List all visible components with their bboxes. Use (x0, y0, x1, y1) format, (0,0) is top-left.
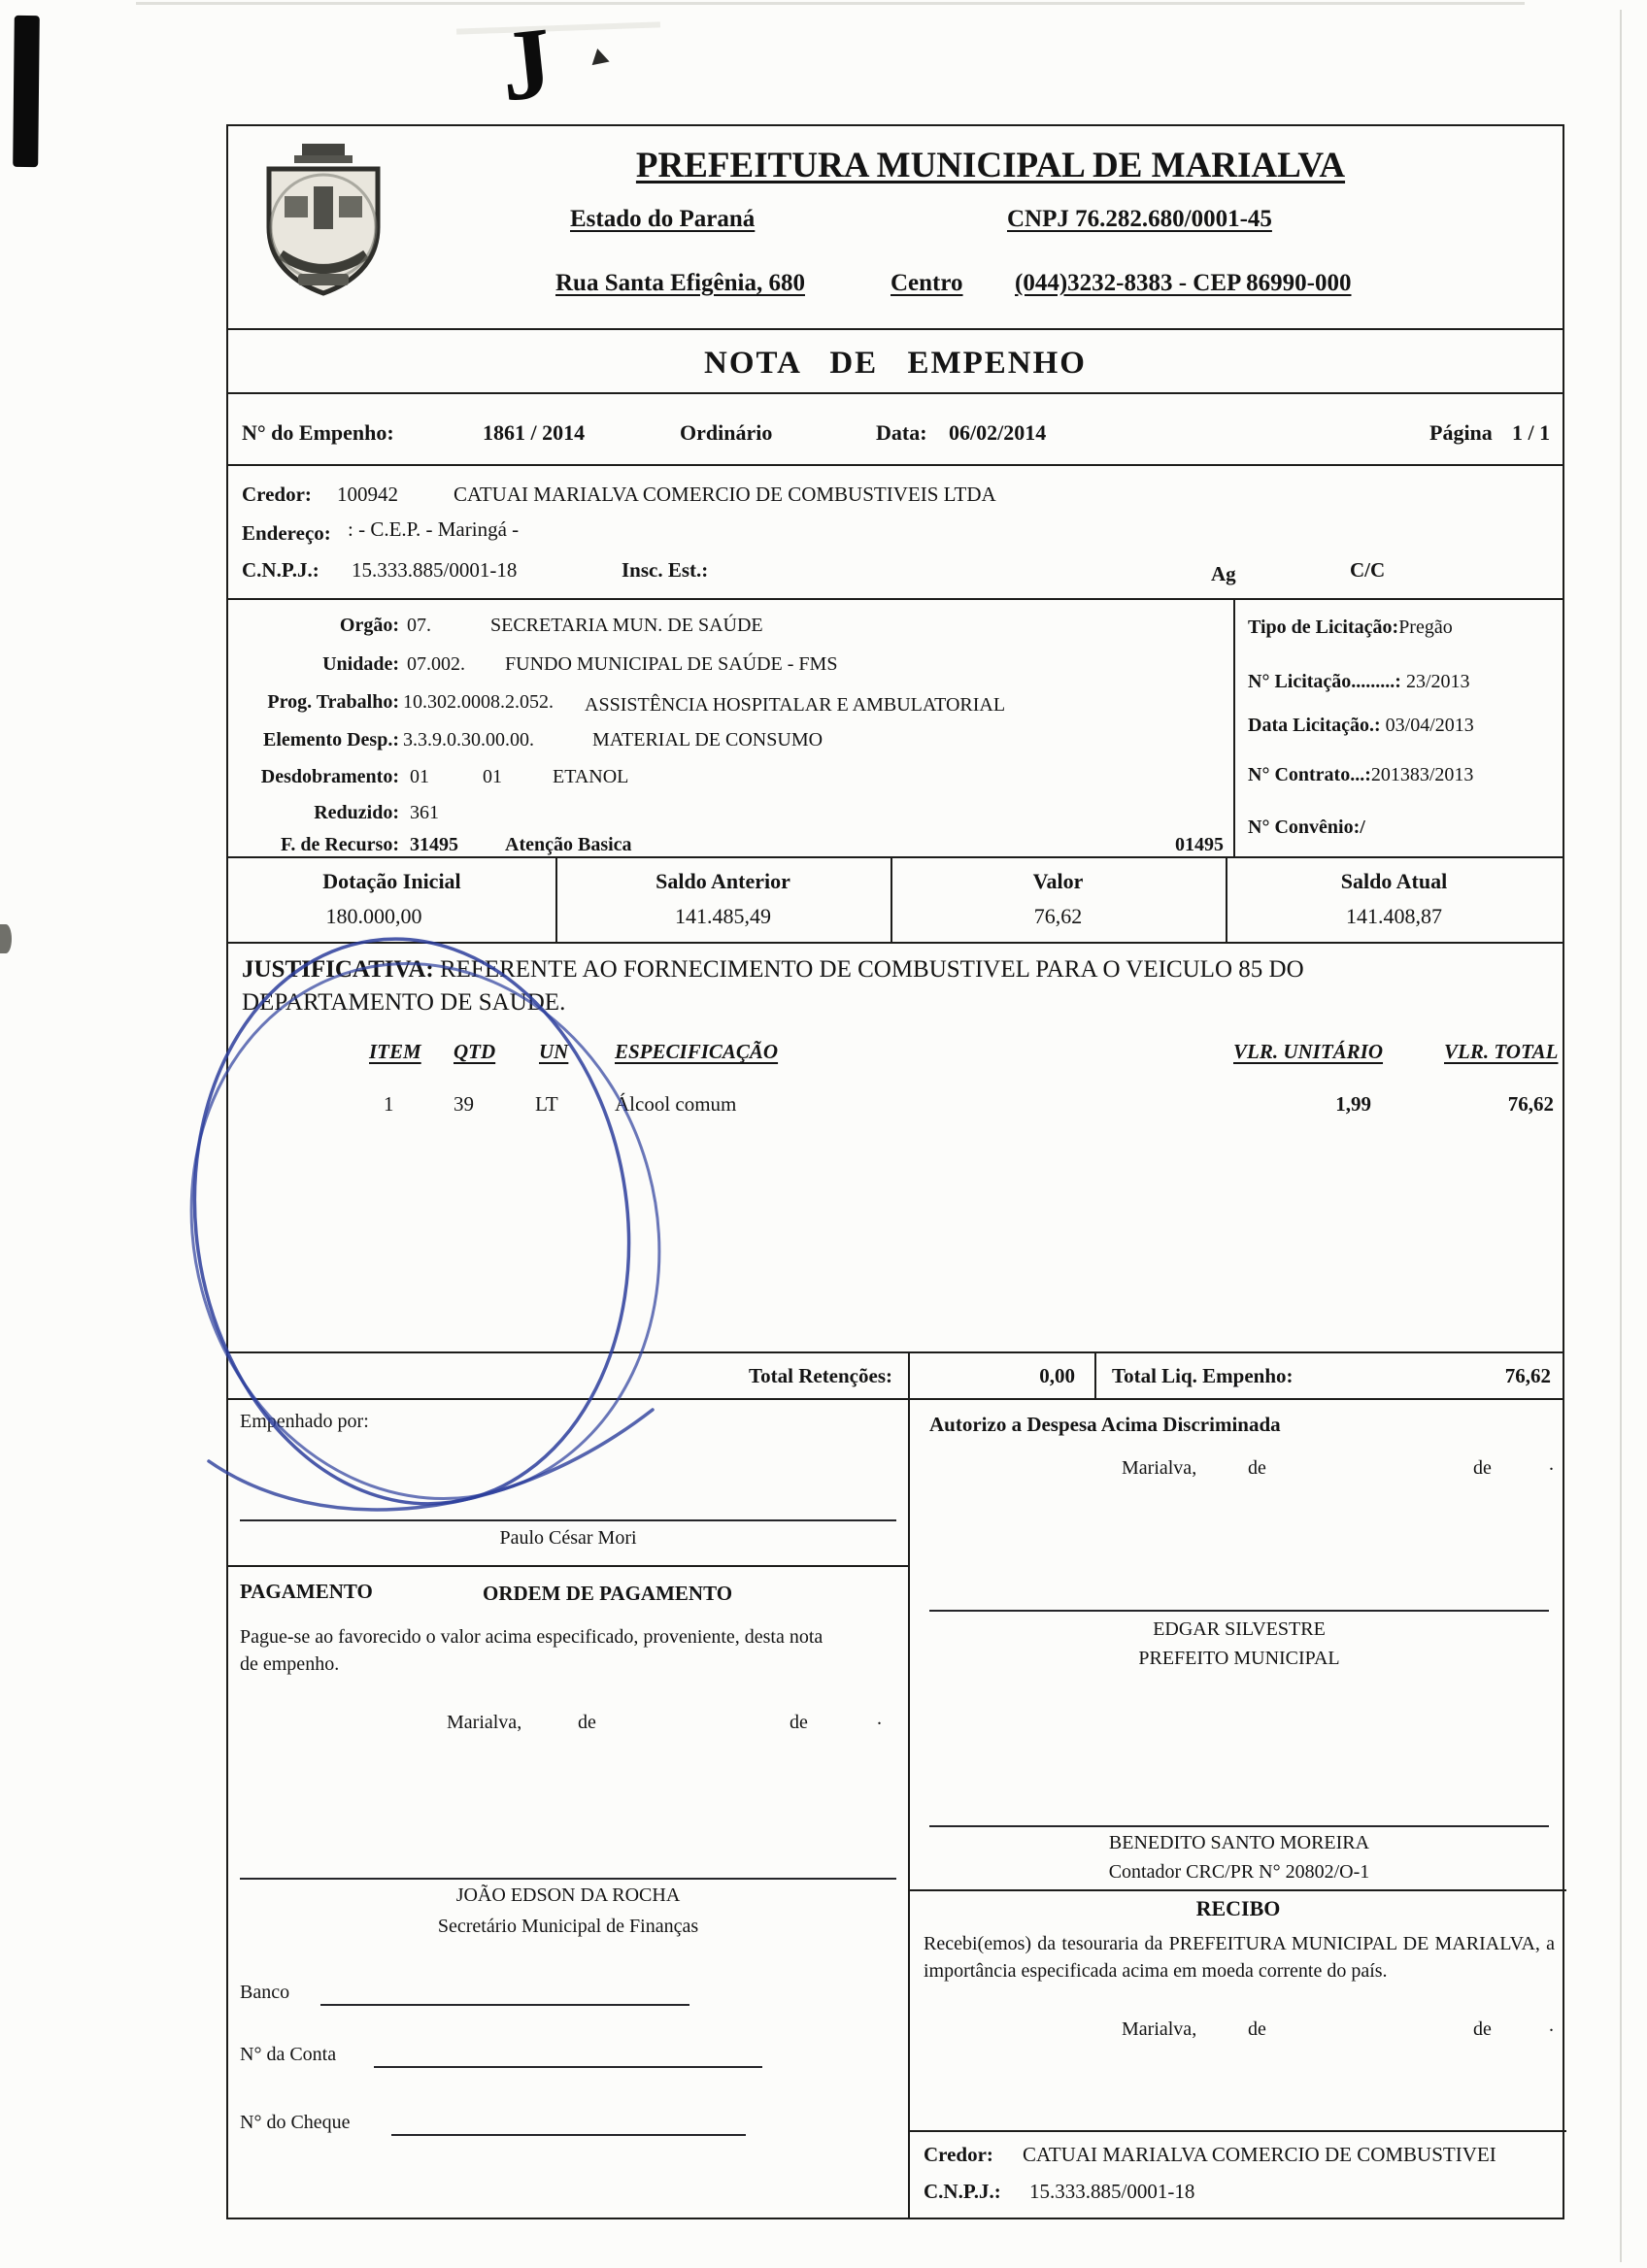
local-data-pagamento-de1: de (578, 1712, 596, 1733)
empenhado-por-label: Empenhado por: (240, 1411, 369, 1432)
cheque-fill-line (391, 2134, 746, 2136)
empenho-type: Ordinário (680, 420, 773, 445)
saldo-anterior-value: 141.485,49 (675, 904, 771, 928)
local-data-pagamento-de2: de (790, 1712, 808, 1733)
credor-address: : - C.E.P. - Maringá - (348, 517, 520, 541)
header-address: Rua Santa Efigênia, 680 (555, 270, 805, 296)
empenho-number-label: N° do Empenho: (242, 420, 394, 445)
header-cnpj: CNPJ 76.282.680/0001-45 (1007, 206, 1272, 232)
recibo-cnpj-label: C.N.P.J.: (924, 2180, 1001, 2203)
num-licitacao-value: 23/2013 (1405, 671, 1470, 692)
unidade-code: 07.002. (407, 653, 465, 675)
state-label: Estado do Paraná (570, 206, 756, 232)
unidade-desc: FUNDO MUNICIPAL DE SAÚDE - FMS (505, 653, 838, 675)
num-licitacao-line (1248, 670, 1470, 694)
banco-fill-line (320, 2004, 689, 2006)
justificativa-text: REFERENTE AO FORNECIMENTO DE COMBUSTIVEL PARA O VEICULO 85 DO DEPARTAMENTO DE SAUDE. (242, 956, 1304, 1016)
prog-trabalho-desc: ASSISTÊNCIA HOSPITALAR E AMBULATORIAL (585, 694, 1006, 716)
total-liq-label: Total Liq. Empenho: (1112, 1364, 1294, 1387)
total-retencoes-value: 0,00 (1039, 1364, 1075, 1387)
local-data-recibo-de1: de (1248, 2018, 1266, 2040)
cc-label: C/C (1350, 558, 1386, 582)
scan-artifact-smudge (456, 21, 660, 34)
signature-role-contador: Contador CRC/PR N° 20802/O-1 (1108, 1861, 1370, 1883)
recibo-paragraph: Recebi(emos) da tesouraria da PREFEITURA MUNICIPAL DE MARIALVA, a importância especificada acima em moeda corrente do país. (924, 1933, 1555, 1982)
empenho-date-label: Data: (876, 420, 927, 445)
valor-label: Valor (1032, 869, 1084, 893)
desdobramento-code: 01 (410, 766, 429, 787)
prog-trabalho-label: Prog. Trabalho: (267, 691, 399, 713)
num-licitacao-label: N° Licitação.........: (1248, 671, 1401, 692)
local-data-recibo-cidade: Marialva, (1122, 2018, 1197, 2040)
contrato-line (1248, 763, 1473, 787)
scan-artifact-black-bar (13, 16, 40, 167)
banco-label: Banco (240, 1982, 290, 2003)
header-district: Centro (891, 270, 963, 296)
tipo-licitacao-label: Tipo de Licitação: (1248, 617, 1399, 638)
municipality-title: PREFEITURA MUNICIPAL DE MARIALVA (635, 146, 1346, 185)
recibo-top-rule (910, 1889, 1566, 1891)
data-licitacao-label: Data Licitação.: (1248, 715, 1381, 736)
scan-artifact-right-edge (1620, 10, 1622, 2262)
tipo-licitacao-line (1248, 616, 1453, 640)
credor-label: Credor: (242, 483, 312, 506)
item-row-espec: Álcool comum (615, 1092, 737, 1116)
scan-artifact-left-blob (0, 924, 12, 953)
local-data-autorizo-cidade: Marialva, (1122, 1457, 1197, 1479)
justificativa-label: JUSTIFICATIVA: (242, 956, 434, 983)
financeiro-row (226, 856, 1564, 944)
data-licitacao-line (1248, 714, 1474, 738)
reduzido-label: Reduzido: (314, 802, 399, 823)
orgao-label: Orgão: (339, 615, 399, 636)
signature-line-prefeito (929, 1610, 1549, 1612)
header-phone-cep: (044)3232-8383 - CEP 86990-000 (1015, 270, 1352, 296)
signature-name-contador: BENEDITO SANTO MOREIRA (1108, 1832, 1370, 1853)
signature-name-prefeito: EDGAR SILVESTRE (1153, 1618, 1326, 1640)
elemento-desp-code: 3.3.9.0.30.00.00. (403, 729, 534, 750)
col-header-un: UN (539, 1040, 569, 1063)
saldo-anterior-label: Saldo Anterior (655, 869, 790, 893)
f-recurso-code: 31495 (410, 834, 458, 855)
recibo-title: RECIBO (1195, 1896, 1281, 1920)
prog-trabalho-code: 10.302.0008.2.052. (403, 691, 554, 713)
rodape-section (226, 1398, 1564, 2219)
conta-label: N° da Conta (240, 2044, 337, 2065)
pagamento-title: PAGAMENTO (240, 1580, 373, 1603)
desdobramento-sub: 01 (483, 766, 502, 787)
doc-title-bar (226, 328, 1564, 394)
col-header-vlr-total: VLR. TOTAL (1444, 1040, 1559, 1063)
col-header-item: ITEM (369, 1040, 421, 1063)
valor-value: 76,62 (1033, 904, 1083, 928)
tipo-licitacao-value: Pregão (1398, 617, 1453, 638)
orgao-code: 07. (407, 615, 431, 636)
doc-title: NOTA DE EMPENHO (704, 346, 1087, 381)
desdobramento-desc: ETANOL (553, 766, 629, 787)
f-recurso-label: F. de Recurso: (280, 834, 399, 855)
elemento-desp-desc: MATERIAL DE CONSUMO (592, 729, 824, 750)
rodape-center-divider (908, 1400, 910, 2218)
credor-cnpj: 15.333.885/0001-18 (352, 558, 518, 582)
credor-section (226, 464, 1564, 600)
justificativa-itens-section (226, 942, 1564, 1353)
licitacao-divider (1233, 600, 1235, 856)
col-header-espec: ESPECIFICAÇÃO (615, 1040, 779, 1063)
dotacao-inicial-value: 180.000,00 (325, 904, 422, 928)
credor-code: 100942 (337, 483, 398, 506)
signature-name-secretario: JOÃO EDSON DA ROCHA (455, 1884, 681, 1906)
reduzido-code: 361 (410, 802, 439, 823)
insc-est-label: Insc. Est.: (622, 558, 709, 582)
data-licitacao-value: 03/04/2013 (1385, 715, 1474, 736)
total-retencoes-label: Total Retenções: (749, 1364, 892, 1387)
orgao-desc: SECRETARIA MUN. DE SAÚDE (490, 615, 763, 636)
signature-role-prefeito: PREFEITO MUNICIPAL (1138, 1648, 1340, 1669)
autorizo-title: Autorizo a Despesa Acima Discriminada (929, 1413, 1281, 1436)
recibo-cnpj-value: 15.333.885/0001-18 (1029, 2180, 1195, 2203)
orcamento-section (226, 598, 1564, 858)
nota-de-empenho-document (226, 124, 1564, 2219)
dotacao-inicial-label: Dotação Inicial (322, 869, 461, 893)
f-recurso-extra: 01495 (1175, 834, 1224, 855)
item-row-vlr-total: 76,62 (1507, 1092, 1554, 1116)
scan-artifact-tick (592, 49, 613, 70)
coat-of-arms-logo (255, 140, 391, 303)
pagamento-top-rule (228, 1565, 908, 1567)
cheque-label: N° do Cheque (240, 2112, 351, 2133)
elemento-desp-label: Elemento Desp.: (263, 729, 399, 750)
ordem-pagamento-title: ORDEM DE PAGAMENTO (483, 1582, 733, 1605)
convenio-label: N° Convênio:/ (1248, 817, 1365, 838)
credor-cnpj-label: C.N.P.J.: (242, 558, 319, 582)
page-number: 1 / 1 (1512, 420, 1551, 445)
signature-role-secretario: Secretário Municipal de Finanças (437, 1916, 699, 1937)
totais-divider-2 (1094, 1353, 1096, 1398)
saldo-atual-label: Saldo Atual (1340, 869, 1448, 893)
credor-name: CATUAI MARIALVA COMERCIO DE COMBUSTIVEIS LTDA (454, 483, 996, 506)
contrato-label: N° Contrato...: (1248, 764, 1371, 785)
recibo-credor-label: Credor: (924, 2143, 993, 2166)
local-data-recibo-ponto: . (1549, 2015, 1554, 2036)
signature-line-secretario (240, 1878, 896, 1880)
saldo-atual-value: 141.408,87 (1346, 904, 1442, 928)
total-liq-value: 76,62 (1504, 1364, 1551, 1387)
f-recurso-desc: Atenção Basica (505, 834, 632, 855)
header (226, 124, 1564, 330)
empenho-number: 1861 / 2014 (483, 420, 586, 445)
recibo-credor-name: CATUAI MARIALVA COMERCIO DE COMBUSTIVEI (1023, 2143, 1496, 2166)
local-data-autorizo-de1: de (1248, 1457, 1266, 1479)
signature-name-empenhado: Paulo César Mori (499, 1527, 637, 1549)
col-header-vlr-unitario: VLR. UNITÁRIO (1233, 1040, 1384, 1063)
conta-fill-line (374, 2066, 762, 2068)
col-header-qtd: QTD (454, 1040, 496, 1063)
local-data-recibo-de2: de (1473, 2018, 1492, 2040)
totais-row (226, 1351, 1564, 1400)
credor-box-rule (910, 2130, 1566, 2132)
local-data-pagamento-ponto: . (877, 1708, 882, 1729)
scan-artifact-top-edge (136, 2, 1525, 5)
empenho-date: 06/02/2014 (949, 420, 1047, 445)
desdobramento-label: Desdobramento: (260, 766, 399, 787)
signature-line-contador (929, 1825, 1549, 1827)
credor-address-label: Endereço: (242, 521, 331, 545)
page-label: Página (1429, 420, 1493, 445)
empenho-row (226, 392, 1564, 466)
contrato-value: 201383/2013 (1370, 764, 1474, 785)
local-data-autorizo-ponto: . (1549, 1453, 1554, 1475)
pague-se-paragraph: Pague-se ao favorecido o valor acima especificado, proveniente, desta nota de empenho. (240, 1626, 824, 1675)
unidade-label: Unidade: (322, 653, 399, 675)
item-row-number: 1 (384, 1092, 394, 1116)
justificativa-paragraph (242, 953, 1451, 1019)
ag-label: Ag (1211, 562, 1236, 585)
item-row-vlr-unitario: 1,99 (1335, 1092, 1371, 1116)
local-data-autorizo-de2: de (1473, 1457, 1492, 1479)
scan-artifact-j-mark: J (495, 6, 557, 123)
signature-line-empenhado (240, 1519, 896, 1521)
item-row-qtd: 39 (454, 1092, 474, 1116)
local-data-pagamento-cidade: Marialva, (447, 1712, 522, 1733)
item-row-un: LT (535, 1092, 558, 1116)
